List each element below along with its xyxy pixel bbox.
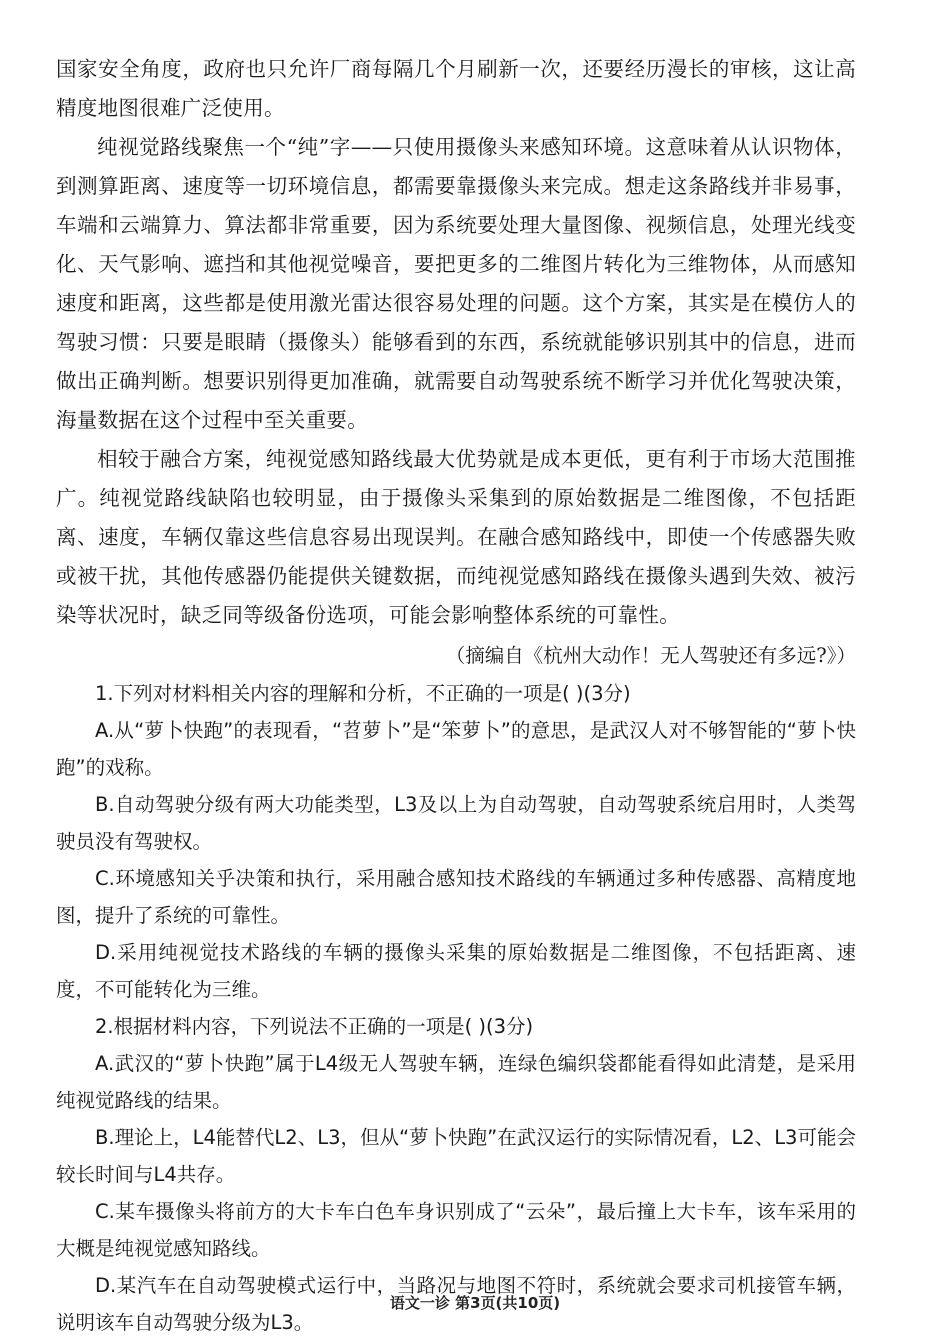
question-1-option-b: B.自动驾驶分级有两大功能类型，L3及以上为自动驾驶，自动驾驶系统启用时，人类驾驶员没有驾驶权。 — [56, 793, 856, 853]
question-2-option-a: A.武汉的“萝卜快跑”属于L4级无人驾驶车辆，连绿色编织袋都能看得如此清楚，是采用纯视觉路线的结果。 — [56, 1052, 856, 1112]
question-1-option-c: C.环境感知关乎决策和执行，采用融合感知技术路线的车辆通过多种传感器、高精度地图，提升了系统的可靠性。 — [56, 867, 856, 927]
question-1 — [56, 675, 856, 1008]
question-1-option-a: A.从“萝卜快跑”的表现看，“苕萝卜”是“笨萝卜”的意思，是武汉人对不够智能的“萝卜快跑”的戏称。 — [56, 719, 856, 779]
exam-page — [56, 50, 856, 1341]
question-2-stem: 2.根据材料内容，下列说法不正确的一项是( )(3分) — [95, 1015, 534, 1038]
question-2-option-c: C.某车摄像头将前方的大卡车白色车身识别成了“云朵”，最后撞上大卡车，该车采用的大概是纯视觉感知路线。 — [56, 1200, 856, 1260]
passage-paragraph-pure-vision: 纯视觉路线聚焦一个“纯”字——只使用摄像头来感知环境。这意味着从认识物体，到测算距离、速度等一切环境信息，都需要靠摄像头来完成。想走这条路线并非易事，车端和云端算力、算法都非常重要，因为系统要处理大量图像、视频信息，处理光线变化、天气影响、遮挡和其他视觉噪音，要把更多的二维图片转化为三维物体，从而感知速度和距离，这些都是使用激光雷达很容易处理的问题。这个方案，其实是在模仿人的驾驶习惯：只要是眼睛（摄像头）能够看到的东西，系统就能够识别其中的信息，进而做出正确判断。想要识别得更加准确，就需要自动驾驶系统不断学习并优化驾驶决策，海量数据在这个过程中至关重要。 — [56, 135, 856, 432]
passage-source: （摘编自《杭州大动作！无人驾驶还有多远?》） — [445, 644, 856, 667]
passage-paragraph-continued: 国家安全角度，政府也只允许厂商每隔几个月刷新一次，还要经历漫长的审核，这让高精度地图很难广泛使用。 — [56, 57, 856, 120]
page-footer: 语文一诊 第3页(共10页) — [389, 1294, 561, 1312]
question-2-option-b: B.理论上，L4能替代L2、L3，但从“萝卜快跑”在武汉运行的实际情况看，L2、L3可能会较长时间与L4共存。 — [56, 1126, 856, 1186]
passage-paragraph-comparison: 相较于融合方案，纯视觉感知路线最大优势就是成本更低，更有利于市场大范围推广。纯视觉路线缺陷也较明显，由于摄像头采集到的原始数据是二维图像，不包括距离、速度，车辆仅靠这些信息容易出现误判。在融合感知路线中，即使一个传感器失败或被干扰，其他传感器仍能提供关键数据，而纯视觉感知路线在摄像头遇到失效、被污染等状况时，缺乏同等级备份选项，可能会影响整体系统的可靠性。 — [56, 447, 856, 627]
question-1-stem: 1.下列对材料相关内容的理解和分析，不正确的一项是( )(3分) — [95, 682, 631, 705]
question-2-option-d: D.某汽车在自动驾驶模式运行中，当路况与地图不符时，系统就会要求司机接管车辆，说明该车自动驾驶分级为L3。 — [56, 1274, 856, 1334]
question-1-option-d: D.采用纯视觉技术路线的车辆的摄像头采集的原始数据是二维图像，不包括距离、速度，不可能转化为三维。 — [56, 941, 856, 1001]
